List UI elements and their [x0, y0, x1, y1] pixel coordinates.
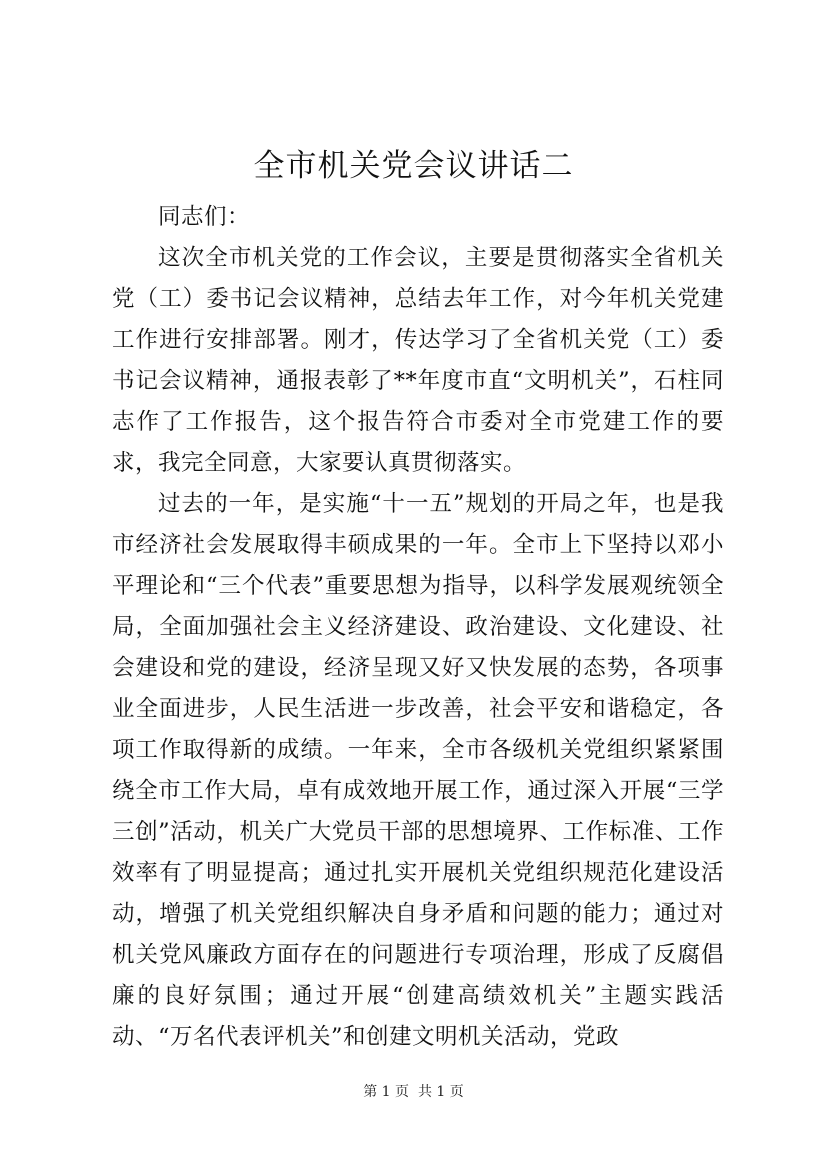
- paragraph-2: 过去的一年，是实施“十一五”规划的开局之年，也是我市经济社会发展取得丰硕成果的一年。全市上下坚持以邓小平理论和“三个代表”重要思想为指导，以科学发展观统领全局，全面加强社会主义经济建设、政治建设、文化建设、社会建设和党的建设，经济呈现又好又快发展的态势，各项事业全面进步，人民生活进一步改善，社会平安和谐稳定，各项工作取得新的成绩。一年来，全市各级机关党组织紧紧围绕全市工作大局，卓有成效地开展工作，通过深入开展“三学三创”活动，机关广大党员干部的思想境界、工作标准、工作效率有了明显提高；通过扎实开展机关党组织规范化建设活动，增强了机关党组织解决自身矛盾和问题的能力；通过对机关党风廉政方面存在的问题进行专项治理，形成了反腐倡廉的良好氛围；通过开展“创建高绩效机关”主题实践活动、“万名代表评机关”和创建文明机关活动，党政: [112, 491, 724, 1050]
- document-body: [112, 197, 724, 1058]
- paragraph-1: 这次全市机关党的工作会议，主要是贯彻落实全省机关党（工）委书记会议精神，总结去年工作，对今年机关党建工作进行安排部署。刚才，传达学习了全省机关党（工）委书记会议精神，通报表彰了**年度市直“文明机关”，石柱同志作了工作报告，这个报告符合市委对全市党建工作的要求，我完全同意，大家要认真贯彻落实。: [112, 245, 724, 476]
- page-footer: [0, 1082, 827, 1102]
- page-title: 全市机关党会议讲话二: [253, 148, 574, 184]
- salutation: 同志们：: [158, 204, 251, 230]
- page-number-label: 第 1 页 共 1 页: [363, 1084, 464, 1100]
